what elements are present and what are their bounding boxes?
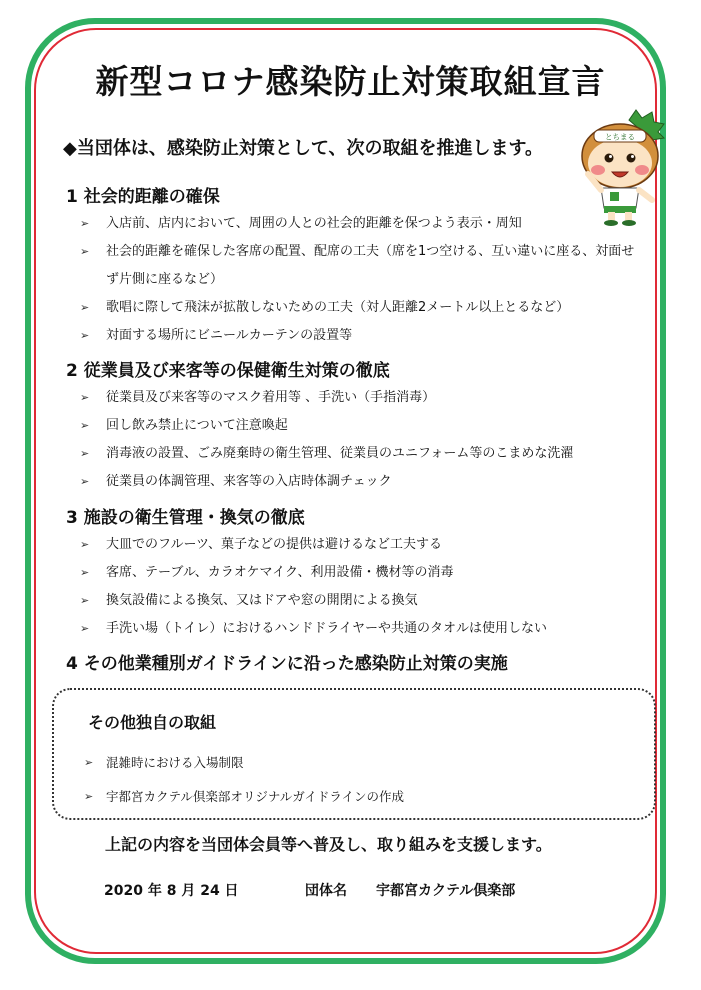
intro-statement: ◆当団体は、感染防止対策として、次の取組を推進します。 <box>63 138 544 159</box>
arrow-bullet-icon: ➢ <box>80 301 90 314</box>
section-heading-3: 3 施設の衛生管理・換気の徹底 <box>66 508 305 528</box>
arrow-bullet-icon: ➢ <box>80 329 90 342</box>
arrow-bullet-icon: ➢ <box>84 756 94 769</box>
arrow-bullet-icon: ➢ <box>80 622 90 635</box>
arrow-bullet-icon: ➢ <box>80 447 90 460</box>
section-heading-1: 1 社会的距離の確保 <box>66 187 220 207</box>
list-item: ➢ 従業員の体調管理、来客等の入店時体調チェック <box>80 468 640 496</box>
list-item: ➢ 混雑時における入場制限 <box>84 746 644 780</box>
closing-statement: 上記の内容を当団体会員等へ普及し、取り組みを支援します。 <box>105 835 552 854</box>
list-item: ➢ 社会的距離を確保した客席の配置、配席の工夫（席を1つ空ける、互い違いに座る、対面せず片側に座るなど） <box>80 238 640 294</box>
list-item: ➢ 従業員及び来客等のマスク着用等 、手洗い（手指消毒） <box>80 384 640 412</box>
list-item: ➢ 入店前、店内において、周囲の人との社会的距離を保つよう表示・周知 <box>80 210 640 238</box>
list-item: ➢ 大皿でのフルーツ、菓子などの提供は避けるなど工夫する <box>80 531 640 559</box>
list-item: ➢ 対面する場所にビニールカーテンの設置等 <box>80 322 640 350</box>
arrow-bullet-icon: ➢ <box>80 566 90 579</box>
arrow-bullet-icon: ➢ <box>80 538 90 551</box>
list-item: ➢ 宇都宮カクテル倶楽部オリジナルガイドラインの作成 <box>84 780 644 814</box>
mascot-illustration <box>574 108 666 226</box>
other-initiatives-heading: その他独自の取組 <box>88 713 217 732</box>
arrow-bullet-icon: ➢ <box>80 594 90 607</box>
section-heading-2: 2 従業員及び来客等の保健衛生対策の徹底 <box>66 361 390 381</box>
list-item: ➢ 換気設備による換気、又はドアや窓の開閉による換気 <box>80 587 640 615</box>
list-item: ➢ 手洗い場（トイレ）におけるハンドドライヤーや共通のタオルは使用しない <box>80 615 640 643</box>
section-3-list <box>80 531 640 643</box>
arrow-bullet-icon: ➢ <box>80 475 90 488</box>
other-initiatives-list <box>84 746 644 814</box>
page-title: 新型コロナ感染防止対策取組宣言 <box>95 62 606 101</box>
list-item: ➢ 回し飲み禁止について注意喚起 <box>80 412 640 440</box>
mascot-badge-text: とちまる <box>605 132 635 142</box>
arrow-bullet-icon: ➢ <box>80 217 90 230</box>
organization-name: 宇都宮カクテル倶楽部 <box>376 883 516 899</box>
arrow-bullet-icon: ➢ <box>84 790 94 803</box>
list-item: ➢ 消毒液の設置、ごみ廃棄時の衛生管理、従業員のユニフォーム等のこまめな洗濯 <box>80 440 640 468</box>
list-item: ➢ 歌唱に際して飛沫が拡散しないための工夫（対人距離2メートル以上とるなど） <box>80 294 640 322</box>
list-item: ➢ 客席、テーブル、カラオケマイク、利用設備・機材等の消毒 <box>80 559 640 587</box>
declaration-date: 2020 年 8 月 24 日 <box>104 883 239 899</box>
arrow-bullet-icon: ➢ <box>80 245 90 258</box>
organization-label: 団体名 <box>305 883 347 899</box>
arrow-bullet-icon: ➢ <box>80 419 90 432</box>
section-1-list <box>80 210 640 350</box>
arrow-bullet-icon: ➢ <box>80 391 90 404</box>
section-2-list <box>80 384 640 496</box>
section-heading-4: 4 その他業種別ガイドラインに沿った感染防止対策の実施 <box>66 654 508 674</box>
